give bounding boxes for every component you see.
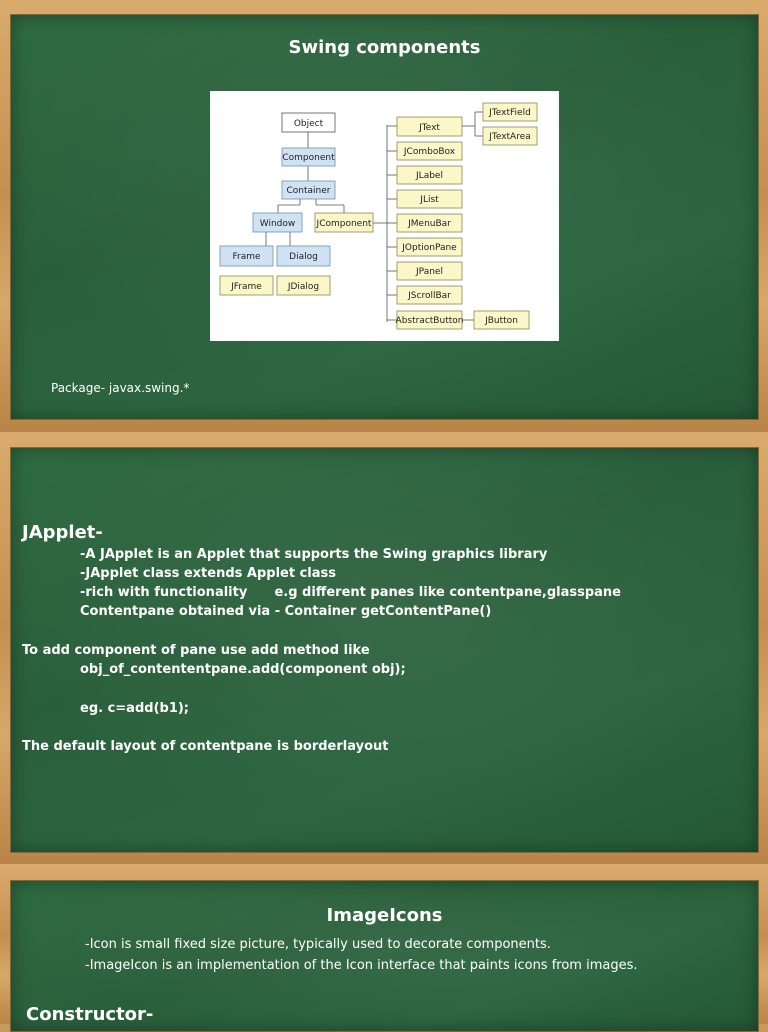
node-jpanel: JPanel [416,267,443,277]
node-jtextfield: JTextField [489,108,531,118]
node-component: Component [282,153,335,163]
node-dialog: Dialog [289,252,318,262]
package-note: Package- javax.swing.* [51,381,190,395]
add-intro: To add component of pane use add method like [22,643,370,658]
node-abstractbutton: AbstractButton [395,316,464,326]
class-hierarchy-diagram [210,91,559,341]
node-jmenubar: JMenuBar [408,219,451,229]
node-jlist: JList [420,195,439,205]
node-jframe: JFrame [231,282,262,292]
node-jdialog: JDialog [287,282,320,292]
node-frame: Frame [232,252,261,262]
slide-2 [10,447,759,853]
node-jbutton: JButton [485,316,518,326]
slide-3 [10,880,759,1032]
node-jcombobox: JComboBox [403,147,456,157]
node-window: Window [259,219,296,229]
slide-1 [10,14,759,420]
node-object: Object [293,119,324,129]
node-jtext: JText [419,123,440,133]
japplet-line-3: -rich with functionality e.g different panes like contentpane,glasspane [80,585,621,600]
node-jscrollbar: JScrollBar [408,291,451,301]
imageicon-line-2: -ImageIcon is an implementation of the Icon interface that paints icons from images. [85,958,638,973]
node-jtextarea: JTextArea [489,132,531,142]
node-joptionpane: JOptionPane [402,243,457,253]
example-code: eg. c=add(b1); [80,701,190,716]
add-code: obj_of_contententpane.add(component obj); [80,662,406,677]
imageicons-title: ImageIcons [326,905,443,926]
node-container: Container [286,186,331,196]
node-jlabel: JLabel [416,171,443,181]
japplet-line-4: Contentpane obtained via - Container getContentPane() [80,604,492,619]
japplet-line-1: -A JApplet is an Applet that supports the Swing graphics library [80,547,548,562]
japplet-line-2: -JApplet class extends Applet class [80,566,337,581]
node-jcomponent: JComponent [316,219,372,229]
slide-title: Swing components [288,37,481,58]
japplet-heading: JApplet- [22,522,103,543]
default-layout-note: The default layout of contentpane is borderlayout [22,739,389,754]
imageicon-line-1: -Icon is small fixed size picture, typically used to decorate components. [85,937,551,952]
constructor-heading: Constructor- [26,1004,154,1025]
